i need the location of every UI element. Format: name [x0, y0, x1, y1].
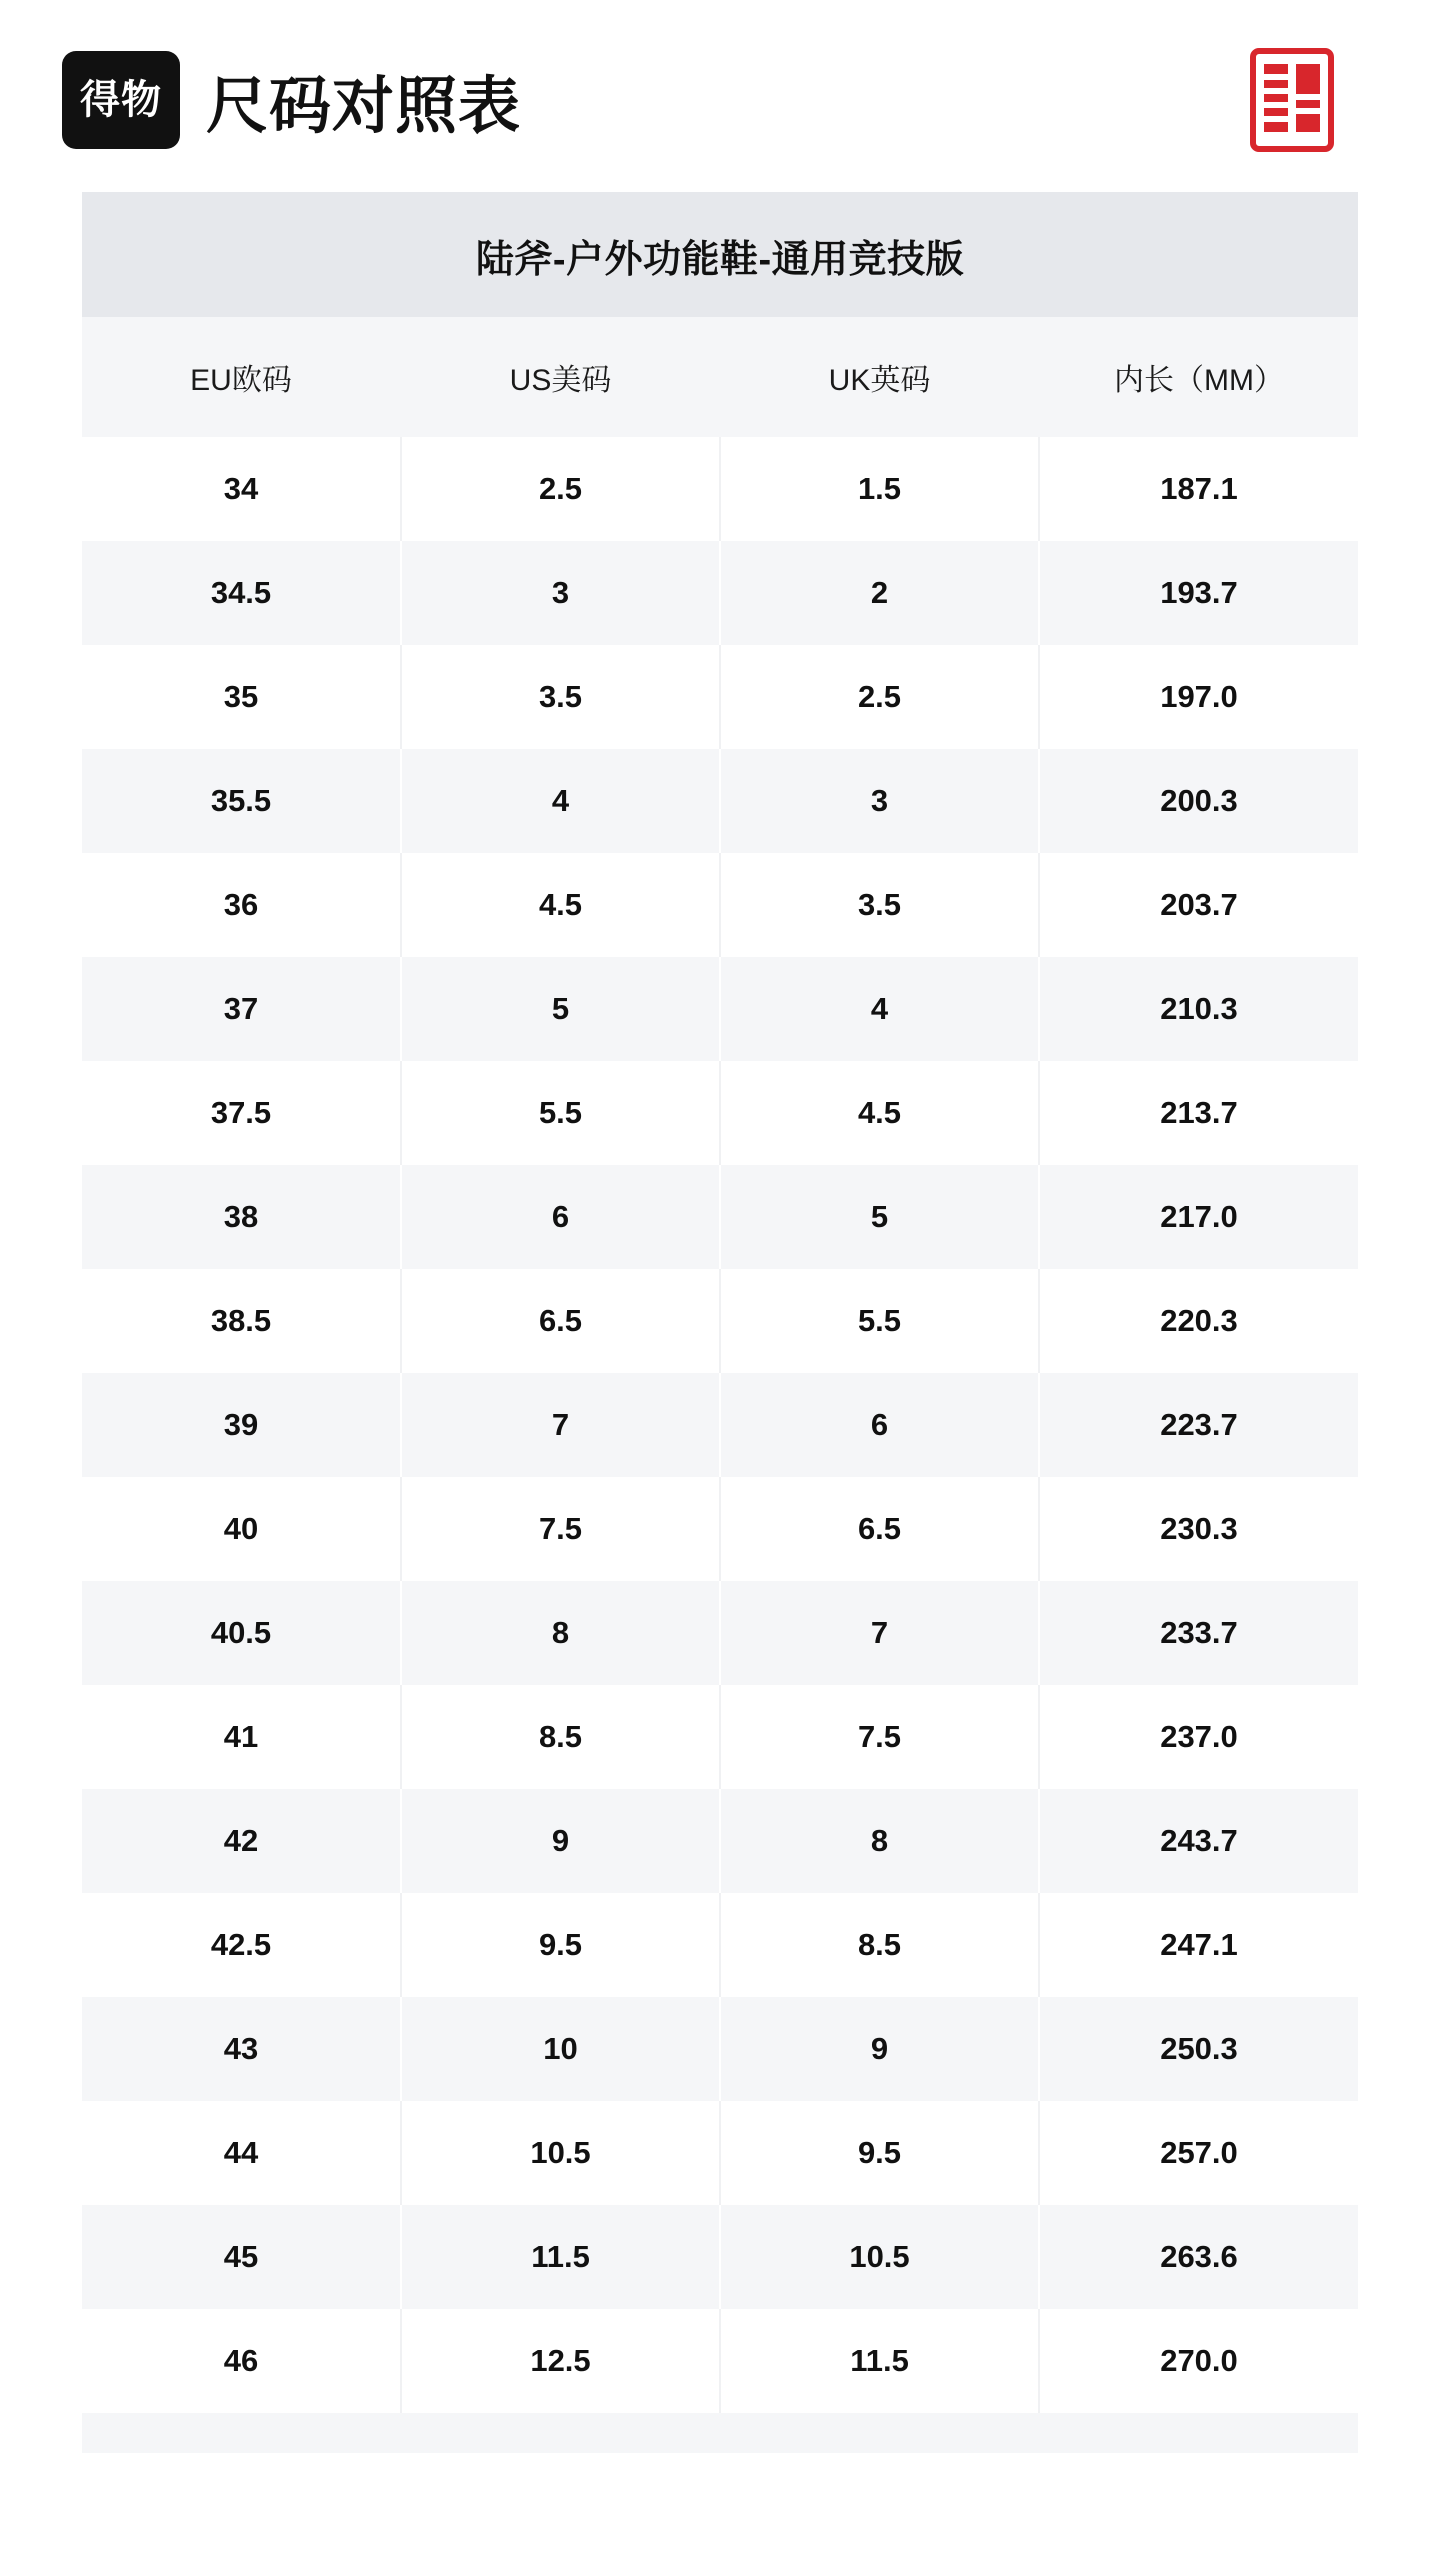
table-cell: 45	[82, 2205, 401, 2309]
size-chart-table	[82, 317, 1358, 2413]
table-cell: 5.5	[720, 1269, 1039, 1373]
table-cell: 10.5	[720, 2205, 1039, 2309]
table-row	[82, 1581, 1358, 1685]
table-cell: 1.5	[720, 437, 1039, 541]
table-row	[82, 957, 1358, 1061]
table-row	[82, 2205, 1358, 2309]
table-row	[82, 1997, 1358, 2101]
page-title: 尺码对照表	[206, 71, 522, 141]
table-cell: 223.7	[1039, 1373, 1358, 1477]
table-cell: 38	[82, 1165, 401, 1269]
table-row	[82, 1685, 1358, 1789]
table-cell: 8	[401, 1581, 720, 1685]
table-cell: 7	[401, 1373, 720, 1477]
table-cell: 41	[82, 1685, 401, 1789]
table-cell: 40.5	[82, 1581, 401, 1685]
table-cell: 9.5	[720, 2101, 1039, 2205]
table-row	[82, 645, 1358, 749]
table-cell: 3.5	[720, 853, 1039, 957]
column-header-eu: EU欧码	[82, 317, 401, 437]
table-cell: 230.3	[1039, 1477, 1358, 1581]
table-cell: 5.5	[401, 1061, 720, 1165]
table-cell: 12.5	[401, 2309, 720, 2413]
table-cell: 35.5	[82, 749, 401, 853]
table-cell: 6	[720, 1373, 1039, 1477]
table-cell: 4.5	[720, 1061, 1039, 1165]
table-cell: 11.5	[401, 2205, 720, 2309]
table-cell: 8.5	[401, 1685, 720, 1789]
column-header-length: 内长（MM）	[1039, 317, 1358, 437]
table-row	[82, 2101, 1358, 2205]
table-cell: 237.0	[1039, 1685, 1358, 1789]
table-cell: 5	[720, 1165, 1039, 1269]
table-cell: 40	[82, 1477, 401, 1581]
size-chart-title: 陆斧-户外功能鞋-通用竞技版	[82, 192, 1358, 317]
table-row	[82, 1061, 1358, 1165]
table-cell: 197.0	[1039, 645, 1358, 749]
table-cell: 9	[401, 1789, 720, 1893]
table-cell: 220.3	[1039, 1269, 1358, 1373]
table-row	[82, 2309, 1358, 2413]
page-header	[0, 0, 1440, 160]
table-cell: 46	[82, 2309, 401, 2413]
table-cell: 200.3	[1039, 749, 1358, 853]
table-cell: 4	[720, 957, 1039, 1061]
table-row	[82, 1165, 1358, 1269]
column-header-us: US美码	[401, 317, 720, 437]
table-body	[82, 437, 1358, 2413]
table-cell: 10	[401, 1997, 720, 2101]
table-header-row	[82, 317, 1358, 437]
table-cell: 37	[82, 957, 401, 1061]
table-cell: 7	[720, 1581, 1039, 1685]
table-row	[82, 437, 1358, 541]
table-cell: 270.0	[1039, 2309, 1358, 2413]
table-cell: 39	[82, 1373, 401, 1477]
table-row	[82, 541, 1358, 645]
table-row	[82, 1477, 1358, 1581]
table-cell: 10.5	[401, 2101, 720, 2205]
table-row	[82, 1269, 1358, 1373]
table-cell: 36	[82, 853, 401, 957]
table-cell: 6	[401, 1165, 720, 1269]
table-cell: 8.5	[720, 1893, 1039, 1997]
red-seal-stamp	[1250, 48, 1334, 152]
table-row	[82, 1893, 1358, 1997]
table-cell: 38.5	[82, 1269, 401, 1373]
table-row	[82, 853, 1358, 957]
table-cell: 233.7	[1039, 1581, 1358, 1685]
table-cell: 263.6	[1039, 2205, 1358, 2309]
table-cell: 3	[720, 749, 1039, 853]
table-cell: 193.7	[1039, 541, 1358, 645]
table-cell: 210.3	[1039, 957, 1358, 1061]
table-cell: 4	[401, 749, 720, 853]
table-cell: 11.5	[720, 2309, 1039, 2413]
table-cell: 2.5	[401, 437, 720, 541]
table-cell: 250.3	[1039, 1997, 1358, 2101]
table-cell: 9	[720, 1997, 1039, 2101]
table-cell: 43	[82, 1997, 401, 2101]
table-cell: 8	[720, 1789, 1039, 1893]
table-cell: 203.7	[1039, 853, 1358, 957]
table-cell: 9.5	[401, 1893, 720, 1997]
table-cell: 37.5	[82, 1061, 401, 1165]
table-cell: 217.0	[1039, 1165, 1358, 1269]
table-cell: 257.0	[1039, 2101, 1358, 2205]
table-cell: 42	[82, 1789, 401, 1893]
table-cell: 6.5	[720, 1477, 1039, 1581]
dewu-logo	[62, 51, 180, 149]
table-cell: 2.5	[720, 645, 1039, 749]
table-cell: 4.5	[401, 853, 720, 957]
table-cell: 3.5	[401, 645, 720, 749]
table-cell: 213.7	[1039, 1061, 1358, 1165]
table-cell: 243.7	[1039, 1789, 1358, 1893]
table-row	[82, 1789, 1358, 1893]
table-cell: 7.5	[720, 1685, 1039, 1789]
table-cell: 34	[82, 437, 401, 541]
table-header	[82, 317, 1358, 437]
table-cell: 187.1	[1039, 437, 1358, 541]
table-row	[82, 1373, 1358, 1477]
table-cell: 7.5	[401, 1477, 720, 1581]
table-cell: 5	[401, 957, 720, 1061]
table-row	[82, 749, 1358, 853]
table-cell: 35	[82, 645, 401, 749]
table-cell: 44	[82, 2101, 401, 2205]
column-header-uk: UK英码	[720, 317, 1039, 437]
table-cell: 3	[401, 541, 720, 645]
size-chart-card	[82, 192, 1358, 2453]
table-cell: 6.5	[401, 1269, 720, 1373]
table-cell: 42.5	[82, 1893, 401, 1997]
table-cell: 2	[720, 541, 1039, 645]
dewu-logo-text: 得物	[80, 78, 162, 122]
table-cell: 34.5	[82, 541, 401, 645]
table-cell: 247.1	[1039, 1893, 1358, 1997]
